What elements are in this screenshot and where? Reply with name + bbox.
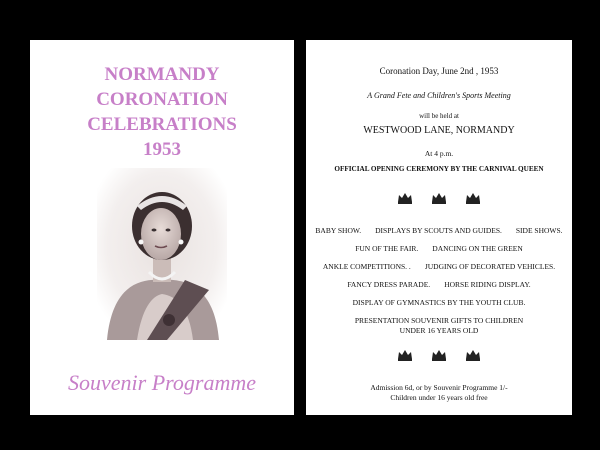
cover-page <box>30 40 294 415</box>
activity-row <box>310 280 568 289</box>
activity-item: ANKLE COMPETITIONS. . <box>322 262 411 271</box>
crown-icon <box>431 192 447 204</box>
crown-row <box>306 349 572 361</box>
activity-row <box>310 244 568 253</box>
presentation-line: PRESENTATION SOUVENIR GIFTS TO CHILDREN UNDER 16 YEARS OLD <box>354 316 524 335</box>
event-line: A Grand Fete and Children's Sports Meeting <box>367 91 511 100</box>
crown-icon <box>397 349 413 361</box>
crown-row <box>306 192 572 204</box>
activity-row <box>310 262 568 271</box>
queen-portrait <box>97 168 227 340</box>
cover-title-line: CORONATION <box>96 89 228 110</box>
activity-item: DISPLAYS BY SCOUTS AND GUIDES. <box>375 226 502 235</box>
activity-item: JUDGING OF DECORATED VEHICLES. <box>424 262 556 271</box>
cover-title-line: NORMANDY <box>104 64 220 85</box>
activity-row <box>310 226 568 235</box>
admission-line: Admission 6d, or by Souvenir Programme 1/- <box>370 383 508 392</box>
activity-item: DISPLAY OF GYMNASTICS BY THE YOUTH CLUB. <box>352 298 526 307</box>
crown-icon <box>397 192 413 204</box>
activity-item: SIDE SHOWS. <box>515 226 563 235</box>
activity-item: DANCING ON THE GREEN <box>432 244 523 253</box>
activity-item: FANCY DRESS PARADE. <box>347 280 431 289</box>
children-free-line: Children under 16 years old free <box>390 393 488 402</box>
held-at-line: will be held at <box>419 112 459 120</box>
time-line: At 4 p.m. <box>424 149 454 158</box>
venue-line: WESTWOOD LANE, NORMANDY <box>363 125 515 136</box>
date-line: Coronation Day, June 2nd , 1953 <box>379 66 499 76</box>
activity-item: BABY SHOW. <box>315 226 362 235</box>
crown-icon <box>431 349 447 361</box>
crown-icon <box>465 349 481 361</box>
cover-title-line: CELEBRATIONS <box>87 114 237 135</box>
activity-item: FUN OF THE FAIR. <box>355 244 419 253</box>
souvenir-programme-title: Souvenir Programme <box>68 370 256 395</box>
crown-icon <box>465 192 481 204</box>
activity-row <box>310 298 568 307</box>
cover-title-line: 1953 <box>143 139 181 160</box>
ceremony-line: OFFICIAL OPENING CEREMONY BY THE CARNIVAL QUEEN <box>334 165 544 173</box>
programme-page <box>306 40 572 415</box>
activity-item: HORSE RIDING DISPLAY. <box>444 280 531 289</box>
